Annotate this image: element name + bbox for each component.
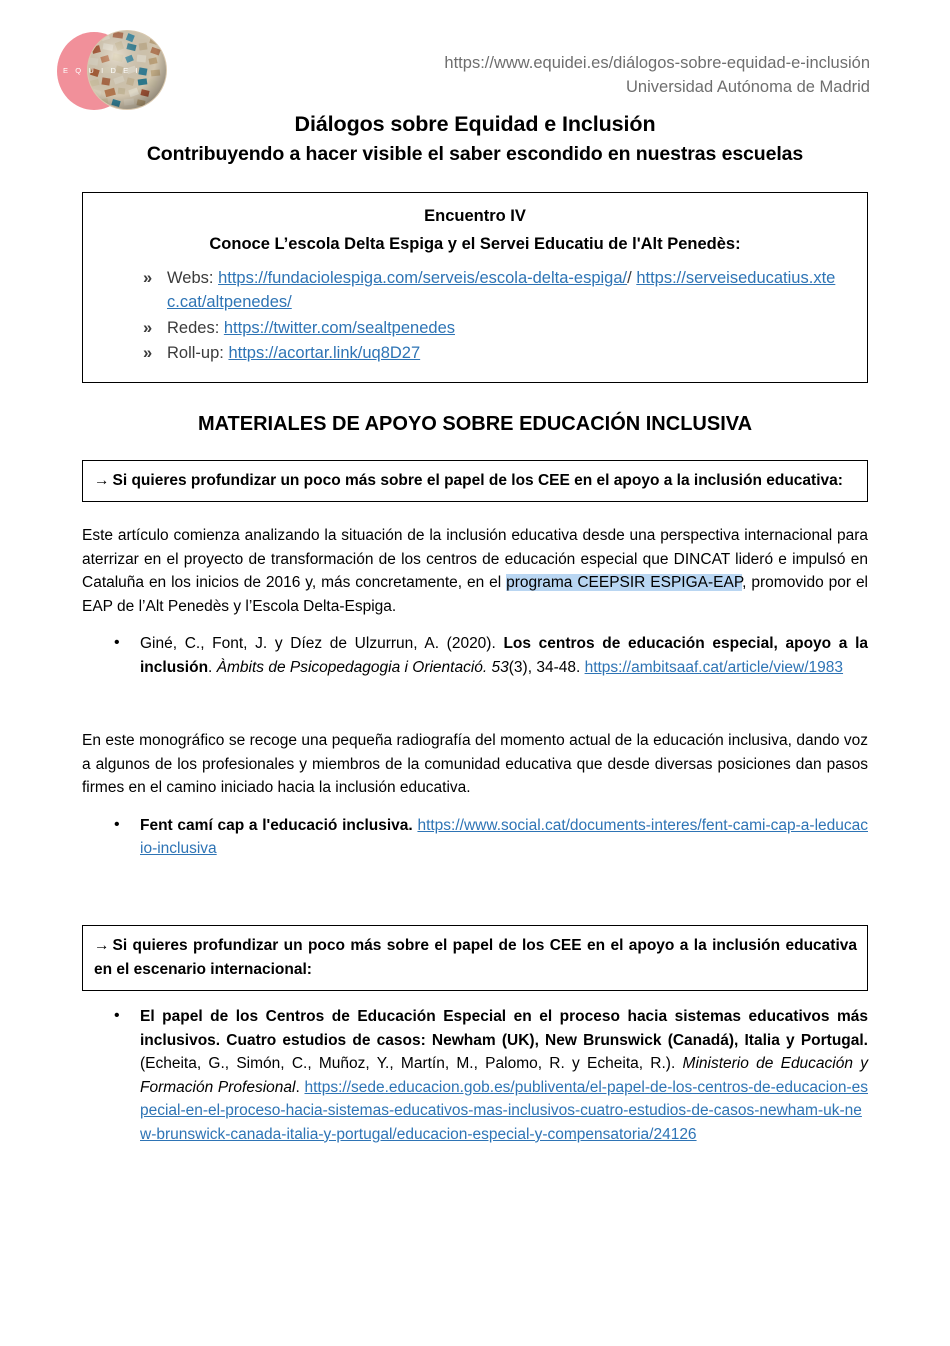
highlighted-program-name: programa CEEPSIR ESPIGA-EAP [506,574,743,592]
page-header [0,0,950,106]
logo-wordmark: E Q U I D E I [63,66,141,75]
link-separator: / [627,269,632,287]
list-item [82,814,868,861]
guillemet-bullet-icon: » [143,269,153,287]
link-escola-delta-espiga[interactable]: https://fundaciolespiga.com/serveis/escola-delta-espiga/ [218,269,628,287]
callout-text: Si quieres profundizar un poco más sobre el papel de los CEE en el apoyo a la inclusión educativa: [112,472,843,489]
paragraph-part-2: , promovido por el EAP de l’Alt Penedès y l’Escola Delta-Espiga. [82,574,869,615]
encuentro-number: Encuentro IV [424,207,526,225]
reference-title: El papel de los Centros de Educación Especial en el proceso hacia sistemas educativos más inclusivos. Cuatro estudios de casos: Newham (UK), New Brunswick (Canadá), Italia y Portugal. [140,1008,868,1049]
link-serveis-educatius[interactable]: https://serveiseducatius.xtec.cat/altpenedes/ [167,269,836,312]
link-social-cat-fent-cami[interactable]: https://www.social.cat/documents-interes/fent-cami-cap-a-leducacio-inclusiva [140,816,868,858]
equidei-logo [55,26,167,118]
header-institution: Universidad Autónoma de Madrid [626,77,870,96]
guillemet-bullet-icon: » [143,343,153,362]
title-block [0,112,950,166]
encuentro-box [82,192,868,383]
reference-publisher: Ministerio de Educación y Formación Profesional [140,1055,868,1096]
spacer [0,681,950,707]
section-heading: MATERIALES DE APOYO SOBRE EDUCACIÓN INCLUSIVA [197,413,753,435]
link-twitter-sealtpenedes[interactable]: https://twitter.com/sealtpenedes [223,318,455,337]
reference-authors: (Echeita, G., Simón, C., Muñoz, Y., Martín, M., Palomo, R. y Echeita, R.). [140,1055,683,1073]
header-url: https://www.equidei.es/diálogos-sobre-equidad-e-inclusión [444,54,870,72]
list-item [115,266,837,315]
bullet-dot-icon: • [114,1007,120,1025]
reference-title: Fent camí cap a l'educació inclusiva. [140,816,413,834]
page-title: Diálogos sobre Equidad e Inclusión [294,112,656,136]
webs-label: Webs: [167,269,214,287]
reference-authors: Giné, C., Font, J. y Díez de Ulzurrun, A. (2020). [140,635,504,653]
paragraph-monografico: En este monográfico se recoge una pequeña radiografía del momento actual de la educación inclusiva, dando voz a algunos de los profesionales y miembros de la comunidad educativa que desde diversas posiciones dan pasos firmes en el camino iniciado hacia la inclusión educativa. [82,732,868,797]
link-sede-educacion-publiventa[interactable]: https://sede.educacion.gob.es/publiventa/el-papel-de-los-centros-de-educacion-especial-en-el-proceso-hacia-sistemas-educativos-mas-inclusivos-cuatro-estudios-de-casos-newham-uk-new-brunswick-canada-italia-y-portugal/educacion-especial-y-compensatoria/24126 [140,1078,868,1143]
guillemet-bullet-icon: » [143,318,153,337]
paragraph-part-1: Este artículo comienza analizando la situación de la inclusión educativa desde una perspectiva internacional para aterrizar en el proyecto de transformación de los centros de educación especial que DINCAT lideró e impulsó en Cataluña en los inicios de 2016 y, más concretamente, en el [82,527,868,592]
callout-box-international [82,925,868,991]
encuentro-description: Conoce L’escola Delta Espiga y el Servei Educatiu de l'Alt Penedès: [209,235,741,253]
list-item [82,632,868,679]
callout-box-national [82,460,868,502]
reference-journal: Àmbits de Psicopedagogia i Orientació. 53 [216,658,509,676]
list-item [115,316,837,340]
reference-list-3 [82,1005,868,1146]
redes-label: Redes: [167,318,220,337]
page-subtitle: Contribuyendo a hacer visible el saber escondido en nuestras escuelas [146,143,804,165]
reference-list-2 [82,814,868,861]
link-rollup-acortar[interactable]: https://acortar.link/uq8D27 [228,343,421,362]
list-item [115,341,837,365]
link-ambitsaaf-article[interactable]: https://ambitsaaf.cat/article/view/1983 [584,658,844,676]
bullet-dot-icon: • [114,815,120,833]
encuentro-link-list [83,266,867,365]
arrow-right-icon: → [94,472,110,489]
callout-text: Si quieres profundizar un poco más sobre el papel de los CEE en el apoyo a la inclusión educativa en el escenario internacional: [94,937,857,979]
arrow-right-icon: → [94,937,110,955]
paragraph-article-intro [82,524,868,618]
list-item [82,1005,868,1146]
spacer [0,863,950,901]
reference-after-title: . [208,658,217,676]
rollup-label: Roll-up: [167,343,224,362]
reference-issue-pages: (3), 34-48. [508,658,585,676]
bullet-dot-icon: • [114,634,120,652]
reference-after-publisher: . [295,1078,305,1096]
reference-list-1 [82,632,868,679]
reference-title: Los centros de educación especial, apoyo a la inclusión [140,635,869,676]
header-meta [167,26,870,100]
